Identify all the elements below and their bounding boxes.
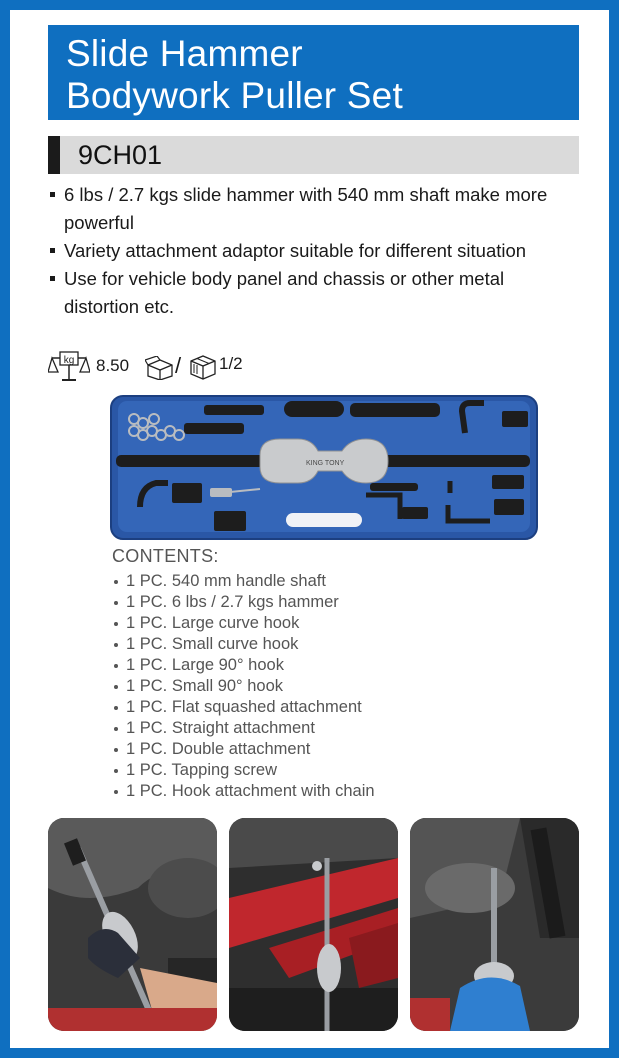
contents-item-text: 1 PC. Large 90° hook [126, 656, 284, 674]
contents-item-text: 1 PC. Large curve hook [126, 614, 300, 632]
open-box-icon [145, 356, 175, 380]
contents-item [112, 739, 375, 760]
product-code-bar [48, 136, 579, 174]
carton-box-icon [188, 354, 218, 380]
spec-row [48, 350, 348, 384]
bullet-icon [114, 769, 118, 773]
bullet-icon [114, 685, 118, 689]
weight-value: 8.50 [96, 356, 130, 375]
feature-text: Use for vehicle body panel and chassis or other metal distortion etc. [64, 268, 505, 317]
bullet-icon [50, 192, 55, 197]
feature-item [48, 265, 579, 321]
contents-item [112, 676, 375, 697]
feature-text: Variety attachment adaptor suitable for different situation [64, 240, 527, 261]
contents-title: CONTENTS: [112, 546, 219, 566]
kg-label: kg [63, 355, 75, 366]
title-line-2: Bodywork Puller Set [66, 75, 403, 116]
bullet-icon [114, 727, 118, 731]
feature-text: 6 lbs / 2.7 kgs slide hammer with 540 mm shaft make more powerful [64, 184, 548, 233]
bullet-icon [114, 580, 118, 584]
slash-separator: / [175, 353, 182, 378]
contents-item-text: 1 PC. 6 lbs / 2.7 kgs hammer [126, 593, 339, 611]
title-line-1: Slide Hammer [66, 33, 303, 74]
bullet-icon [114, 622, 118, 626]
contents-list [112, 571, 375, 802]
contents-item-text: 1 PC. Straight attachment [126, 719, 315, 737]
contents-item [112, 655, 375, 676]
contents-item-text: 1 PC. Tapping screw [126, 761, 278, 779]
contents-item-text: 1 PC. Small curve hook [126, 635, 299, 653]
usage-photo-3 [410, 818, 579, 1031]
contents-item [112, 760, 375, 781]
case-logo-text: KING TONY [306, 460, 345, 467]
usage-photo-2 [229, 818, 398, 1031]
bullet-icon [50, 248, 55, 253]
bullet-icon [114, 748, 118, 752]
contents-item [112, 634, 375, 655]
contents-item [112, 592, 375, 613]
code-accent-bar [48, 136, 60, 174]
contents-item [112, 718, 375, 739]
scale-weight-icon [48, 350, 90, 384]
contents-item-text: 1 PC. Flat squashed attachment [126, 698, 362, 716]
usage-photo-1 [48, 818, 217, 1031]
bullet-icon [114, 664, 118, 668]
bullet-icon [114, 790, 118, 794]
feature-item [48, 181, 579, 237]
feature-item [48, 237, 579, 265]
contents-item-text: 1 PC. 540 mm handle shaft [126, 572, 326, 590]
bullet-icon [114, 643, 118, 647]
toolkit-case-image [110, 395, 538, 540]
bullet-icon [114, 601, 118, 605]
contents-item-text: 1 PC. Double attachment [126, 740, 311, 758]
bullet-icon [50, 276, 55, 281]
contents-item-text: 1 PC. Hook attachment with chain [126, 782, 375, 800]
contents-item [112, 571, 375, 592]
title-banner [48, 25, 579, 120]
contents-item-text: 1 PC. Small 90° hook [126, 677, 284, 695]
contents-item [112, 613, 375, 634]
bullet-icon [114, 706, 118, 710]
pack-quantity: 1/2 [219, 354, 243, 373]
contents-item [112, 697, 375, 718]
contents-item [112, 781, 375, 802]
product-code: 9CH01 [78, 140, 163, 170]
feature-list [48, 181, 579, 321]
